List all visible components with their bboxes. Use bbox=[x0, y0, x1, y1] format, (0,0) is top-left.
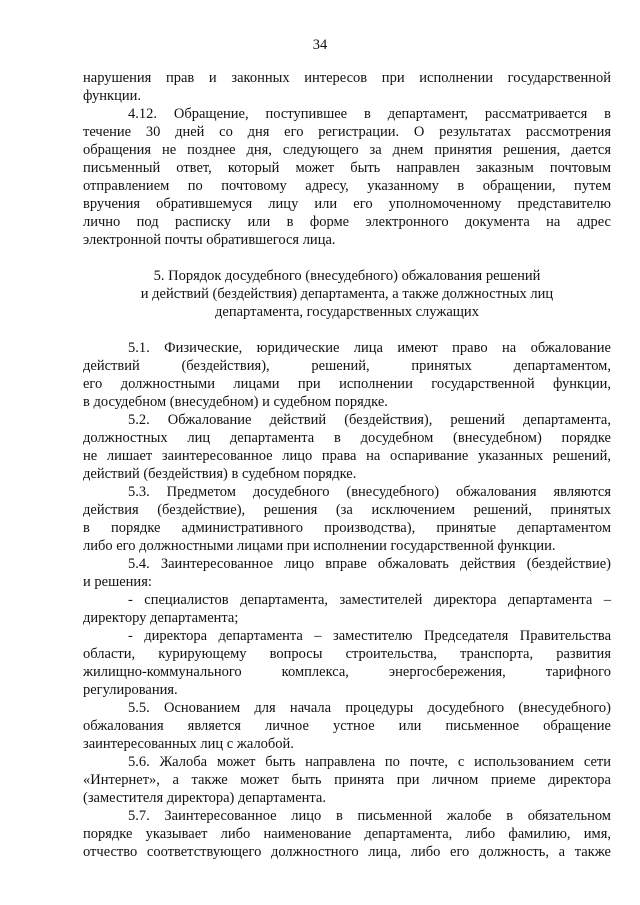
paragraph-5-3-line: действия (бездействие), решения (за исключением решений, принятых bbox=[83, 502, 611, 518]
paragraph-5-4-b-line: жилищно-коммунального комплекса, энергосбережения, тарифного bbox=[83, 664, 611, 680]
paragraph-5-5-line: обжалования является личное устное или письменное обращение bbox=[83, 718, 611, 734]
paragraph-4-12-line: письменный ответ, который может быть направлен заказным почтовым bbox=[83, 160, 611, 176]
document-body bbox=[83, 69, 611, 861]
spacer bbox=[83, 321, 611, 339]
paragraph-5-4-b-line: регулирования. bbox=[83, 682, 178, 698]
paragraph-5-6-line: (заместителя директора) департамента. bbox=[83, 790, 326, 806]
paragraph-5-3-line: в порядке административного производства), принятые департаментом bbox=[83, 520, 611, 536]
paragraph-5-2-line: должностных лиц департамента в досудебном (внесудебном) порядке bbox=[83, 430, 611, 446]
paragraph-5-6-line: «Интернет», а также может быть принята при личном приеме директора bbox=[83, 772, 611, 788]
paragraph-4-12-line: обращения не позднее дня, следующего за днем принятия решения, дается bbox=[83, 142, 611, 158]
paragraph-4-12-line: 4.12. Обращение, поступившее в департамент, рассматривается в bbox=[128, 106, 611, 122]
paragraph-5-4-a-line: директору департамента; bbox=[83, 610, 239, 626]
paragraph-5-3-line: 5.3. Предметом досудебного (внесудебного) обжалования являются bbox=[128, 484, 611, 500]
paragraph-5-3-line: либо его должностными лицами при исполнении государственной функции. bbox=[83, 538, 556, 554]
paragraph-5-4-b-line: - директора департамента – заместителю Председателя Правительства bbox=[128, 628, 611, 644]
paragraph-5-4-b-line: области, курирующему вопросы строительства, транспорта, развития bbox=[83, 646, 611, 662]
paragraph-5-1-line: действий (бездействия), решений, принятых департаментом, bbox=[83, 358, 611, 374]
paragraph-4-12-line: лично под расписку или в форме электронного документа на адрес bbox=[83, 214, 611, 230]
page-number: 34 bbox=[312, 37, 328, 53]
paragraph-5-1-line: 5.1. Физические, юридические лица имеют право на обжалование bbox=[128, 340, 611, 356]
paragraph-5-5-line: заинтересованных лиц с жалобой. bbox=[83, 736, 294, 752]
section-heading-line: 5. Порядок досудебного (внесудебного) обжалования решений bbox=[153, 268, 541, 284]
paragraph-5-7-line: 5.7. Заинтересованное лицо в письменной жалобе в обязательном bbox=[128, 808, 611, 824]
paragraph-5-2-line: 5.2. Обжалование действий (бездействия), решений департамента, bbox=[128, 412, 611, 428]
section-heading-line: департамента, государственных служащих bbox=[215, 304, 479, 320]
paragraph-5-5-line: 5.5. Основанием для начала процедуры досудебного (внесудебного) bbox=[128, 700, 611, 716]
paragraph-line: функции. bbox=[83, 88, 141, 104]
paragraph-5-1-line: в досудебном (внесудебном) и судебном порядке. bbox=[83, 394, 388, 410]
paragraph-4-12-line: электронной почты обратившегося лица. bbox=[83, 232, 336, 248]
paragraph-5-2-line: действий (бездействия) в судебном порядке. bbox=[83, 466, 357, 482]
paragraph-4-12-line: течение 30 дней со дня его регистрации. О результатах рассмотрения bbox=[83, 124, 611, 140]
spacer bbox=[83, 249, 611, 267]
paragraph-5-2-line: не лишает заинтересованное лицо права на оспаривание указанных решений, bbox=[83, 448, 611, 464]
paragraph-5-7-line: порядке указывает либо наименование департамента, либо фамилию, имя, bbox=[83, 826, 611, 842]
paragraph-4-12-line: вручения обратившемуся лицу или его уполномоченному представителю bbox=[83, 196, 611, 212]
paragraph-5-7-line: отчество соответствующего должностного лица, либо его должность, а также bbox=[83, 844, 611, 860]
paragraph-5-4-line: и решения: bbox=[83, 574, 152, 590]
paragraph-5-4-line: 5.4. Заинтересованное лицо вправе обжаловать действия (бездействие) bbox=[128, 556, 611, 572]
paragraph-5-6-line: 5.6. Жалоба может быть направлена по почте, с использованием сети bbox=[128, 754, 611, 770]
paragraph-5-1-line: его должностными лицами при исполнении государственной функции, bbox=[83, 376, 611, 392]
paragraph-line: нарушения прав и законных интересов при исполнении государственной bbox=[83, 70, 611, 86]
paragraph-5-4-a-line: - специалистов департамента, заместителей директора департамента – bbox=[128, 592, 611, 608]
paragraph-4-12-line: отправлением по почтовому адресу, указанному в обращении, путем bbox=[83, 178, 611, 194]
section-heading-line: и действий (бездействия) департамента, а также должностных лиц bbox=[140, 286, 554, 302]
